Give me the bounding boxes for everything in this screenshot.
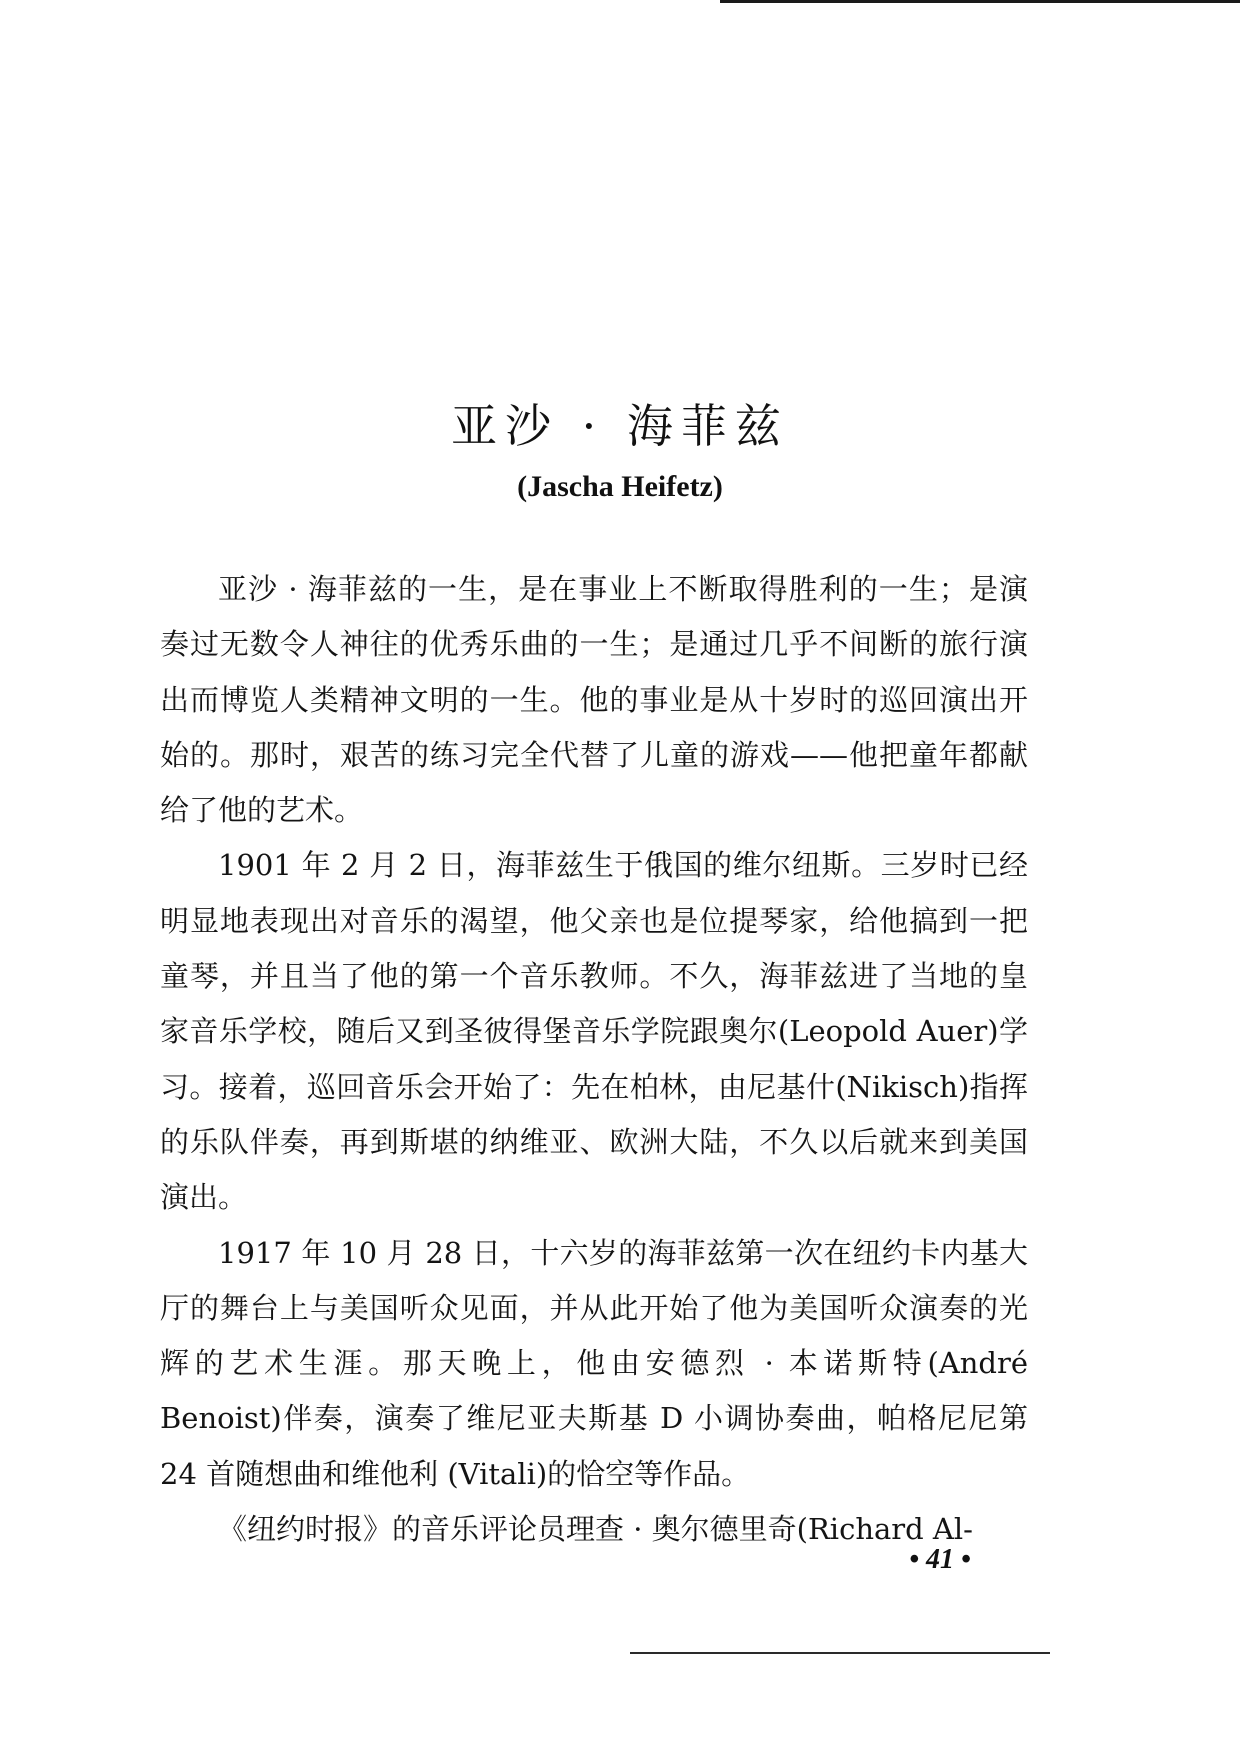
paragraph-2: 1901 年 2 月 2 日，海菲兹生于俄国的维尔纽斯。三岁时已经明显地表现出对音乐的渴望，他父亲也是位提琴家，给他搞到一把童琴，并且当了他的第一个音乐教师。不久，海菲兹进了当地的皇家音乐学校，随后又到圣彼得堡音乐学院跟奥尔(Leopold Auer)学习。接着，巡回音乐会开始了：先在柏林，由尼基什(Nikisch)指挥的乐队伴奏，再到斯堪的纳维亚、欧洲大陆，不久以后就来到美国演出。 <box>160 848 1028 1215</box>
chapter-subtitle: (Jascha Heifetz) <box>517 470 723 503</box>
page-number: • 41 • <box>909 1544 971 1575</box>
top-border-rule <box>720 0 1240 3</box>
bottom-border-rule <box>630 1652 1050 1654</box>
chapter-title: 亚沙 · 海菲兹 <box>451 399 789 453</box>
body-text <box>160 562 1028 1557</box>
paragraph-1: 亚沙 · 海菲兹的一生，是在事业上不断取得胜利的一生；是演奏过无数令人神往的优秀乐曲的一生；是通过几乎不间断的旅行演出而博览人类精神文明的一生。他的事业是从十岁时的巡回演出开始的。那时，艰苦的练习完全代替了儿童的游戏——他把童年都献给了他的艺术。 <box>160 572 1028 828</box>
paragraph-4: 《纽约时报》的音乐评论员理查 · 奥尔德里奇(Richard Al- <box>218 1512 973 1547</box>
paragraph-3: 1917 年 10 月 28 日，十六岁的海菲兹第一次在纽约卡内基大厅的舞台上与美国听众见面，并从此开始了他为美国听众演奏的光辉的艺术生涯。那天晚上，他由安德烈 · 本诺斯特(André Benoist)伴奏，演奏了维尼亚夫斯基 D 小调协奏曲，帕格尼尼第 24 首随想曲和维他利 (Vitali)的恰空等作品。 <box>160 1235 1028 1491</box>
